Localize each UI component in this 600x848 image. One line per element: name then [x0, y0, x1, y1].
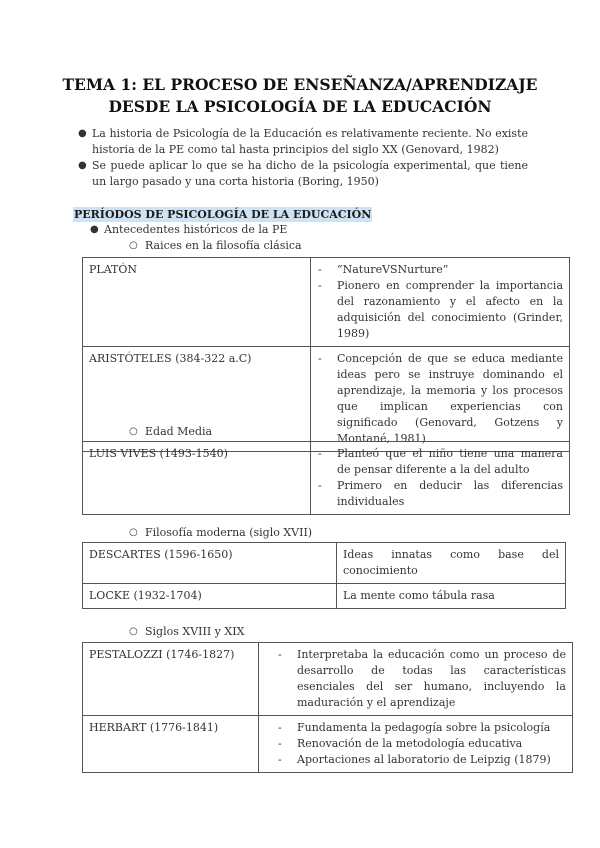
antecedentes-item: ● Antecedentes históricos de la PE [90, 223, 288, 236]
circle-bullet-icon: ○ [129, 426, 138, 437]
table-row [83, 716, 573, 773]
row-name: PESTALOZZI (1746-1827) [83, 643, 259, 716]
bullet-icon: ● [90, 224, 99, 235]
table-moderna [82, 542, 566, 609]
table-row [83, 258, 570, 347]
row-name: LUIS VIVES (1493-1540) [83, 442, 311, 515]
table-row [83, 643, 573, 716]
subheading-media: ○ Edad Media [129, 425, 213, 438]
row-description: - Fundamenta la pedagogía sobre la psicología - Renovación de la metodología educativa - Aportaciones al laboratorio de Leipzig (1879) [259, 716, 573, 773]
title-line-2: DESDE LA PSICOLOGÍA DE LA EDUCACIÓN [108, 97, 492, 116]
row-name: LOCKE (1932-1704) [83, 584, 337, 609]
intro-bullet: ● Se puede aplicar lo que se ha dicho de la psicología experimental, que tiene un largo pasado y una corta historia (Boring, 1950) [78, 159, 528, 188]
intro-bullet: ● La historia de Psicología de la Educación es relativamente reciente. No existe historia de la PE como tal hasta principios del siglo XX (Genovard, 1982) [78, 127, 528, 156]
subheading-moderna: ○ Filosofía moderna (siglo XVII) [129, 526, 313, 539]
circle-bullet-icon: ○ [129, 240, 138, 251]
row-name: PLATÓN [83, 258, 311, 347]
section-heading: PERÍODOS DE PSICOLOGÍA DE LA EDUCACIÓN [74, 208, 372, 221]
circle-bullet-icon: ○ [129, 626, 138, 637]
row-name: ARISTÓTELES (384-322 a.C) [83, 347, 311, 452]
table-row [83, 543, 566, 584]
row-name: DESCARTES (1596-1650) [83, 543, 337, 584]
row-description: La mente como tábula rasa [337, 584, 566, 609]
subheading-clasica: ○ Raices en la filosofía clásica [129, 239, 302, 252]
subheading-xviii: ○ Siglos XVIII y XIX [129, 625, 245, 638]
row-description: Ideas innatas como base del conocimiento [337, 543, 566, 584]
row-description: - Concepción de que se educa mediante ideas pero se instruye dominando el aprendizaje, la memoria y los procesos que implican experiencias con significado (Genovard, Gotzens y Montané, 1981) [311, 347, 570, 452]
table-row [83, 442, 570, 515]
table-row [83, 584, 566, 609]
table-clasica [82, 257, 570, 452]
table-xviii [82, 642, 573, 773]
bullet-icon: ● [78, 128, 87, 139]
circle-bullet-icon: ○ [129, 527, 138, 538]
row-description: - Planteó que el niño tiene una manera de pensar diferente a la del adulto - Primero en deducir las diferencias individuales [311, 442, 570, 515]
row-description: - Interpretaba la educación como un proceso de desarrollo de todas las características esenciales del ser humano, incluyendo la maduración y el aprendizaje [259, 643, 573, 716]
bullet-icon: ● [78, 160, 87, 171]
title-line-1: TEMA 1: EL PROCESO DE ENSEÑANZA/APRENDIZAJE [62, 75, 538, 94]
intro-bullet-list [78, 126, 528, 190]
row-name: HERBART (1776-1841) [83, 716, 259, 773]
table-media [82, 441, 570, 515]
row-description: - “NatureVSNurture” - Pionero en comprender la importancia del razonamiento y el afecto en la adquisición del conocimiento (Grinder, 1989) [311, 258, 570, 347]
